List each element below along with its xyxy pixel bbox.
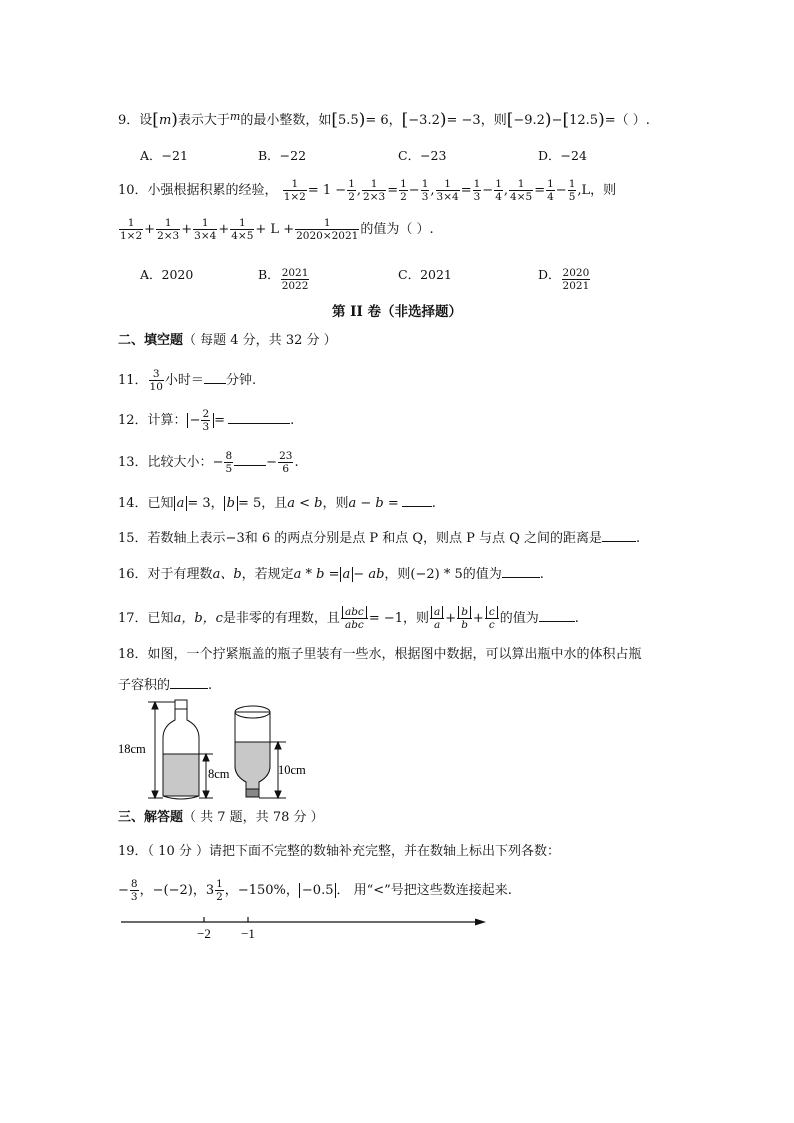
numerator: 8 <box>130 878 138 890</box>
numerator: 3 <box>152 368 160 380</box>
denominator: 2×3 <box>363 191 386 203</box>
fraction <box>421 178 430 203</box>
q12-number: 12． <box>118 413 148 428</box>
q19-text: 请把下面不完整的数轴补充完整，并在数轴上标出下列各数： <box>209 844 561 859</box>
answer-blank[interactable] <box>602 529 636 542</box>
q13-text: 比较大小： <box>147 455 213 470</box>
q14-text: . <box>431 496 436 511</box>
fraction <box>283 178 307 203</box>
separator: ， <box>192 883 206 898</box>
denominator: 4×5 <box>510 191 533 203</box>
question-16 <box>118 565 544 585</box>
section-info: （ 共 7 题，共 78 分 ） <box>183 810 324 825</box>
section-3-header <box>118 808 324 828</box>
numerator: 1 <box>517 178 525 190</box>
q10-text: = <box>460 183 472 198</box>
fraction <box>473 178 482 203</box>
q14-number: 14． <box>118 496 148 511</box>
sign: − <box>118 883 129 898</box>
q10-text: − <box>555 183 567 198</box>
q9-value: 12.5 <box>569 113 599 128</box>
q9-value: = 6， <box>365 113 402 128</box>
q14-text: ，则 <box>322 496 349 511</box>
abs-abc: abc <box>342 606 367 618</box>
q17-vars: a，b，c <box>173 611 223 626</box>
q10-text: = <box>387 183 399 198</box>
number-line <box>118 912 490 946</box>
abs-b: b <box>458 606 471 618</box>
q10-text: , <box>503 183 509 198</box>
question-19-line-1 <box>118 842 560 862</box>
q14-text: = 5，且 <box>237 496 288 511</box>
fraction <box>201 408 210 433</box>
fraction <box>230 217 254 242</box>
numerator: 1 <box>201 217 209 229</box>
answer-blank[interactable] <box>539 609 575 622</box>
label-air: 10cm <box>278 763 306 777</box>
denominator: 2 <box>400 191 407 203</box>
question-18-line-1 <box>118 645 642 665</box>
q19-score: （ 10 分 ） <box>147 844 209 859</box>
q9-value: = −3，则 <box>446 113 507 128</box>
answer-blank[interactable] <box>402 494 432 507</box>
bottle-figure <box>118 696 318 804</box>
part-2-title: 第 II 卷（非选择题） <box>331 304 463 320</box>
abs-a: a <box>431 606 443 618</box>
separator: ， <box>224 883 238 898</box>
question-10-line-1 <box>118 178 616 203</box>
fraction <box>278 450 293 475</box>
abs-c: c <box>486 606 498 618</box>
q10-text: = <box>534 183 546 198</box>
answer-blank[interactable] <box>502 565 540 578</box>
fraction <box>430 606 444 631</box>
q9-option-d: D．−24 <box>538 148 587 163</box>
q19-number: 19． <box>118 844 148 859</box>
answer-blank[interactable] <box>170 676 208 689</box>
denominator: 3 <box>130 891 138 903</box>
var-b: b <box>461 619 468 631</box>
q9-value: 5.5 <box>338 113 359 128</box>
q10-text: , <box>356 183 362 198</box>
question-12 <box>118 408 294 433</box>
plus: + <box>472 611 484 626</box>
q9-number: 9． <box>118 113 140 128</box>
bottle-cap <box>246 789 259 797</box>
q9-value: =（ ）. <box>604 113 650 128</box>
q9-text: 的最小整数，如 <box>240 113 332 128</box>
separator: ， <box>285 883 299 898</box>
q17-text: . <box>574 611 579 626</box>
q10-text: − <box>408 183 420 198</box>
tick-label: −2 <box>197 926 211 941</box>
q10-option-d <box>538 265 591 292</box>
q9-value: − <box>551 113 563 128</box>
question-18-line-2 <box>118 676 212 696</box>
q17-text: = −1，则 <box>368 611 430 626</box>
q18-number: 18． <box>118 647 148 662</box>
absolute-value <box>174 496 188 511</box>
var-a: a <box>434 619 441 631</box>
q10-text: 小强根据积累的经验， <box>147 183 278 198</box>
q12-text: . <box>290 413 295 428</box>
denominator: 3×4 <box>194 230 217 242</box>
answer-blank[interactable] <box>204 371 226 384</box>
var-a: a <box>342 567 351 582</box>
bracket: ) <box>598 110 605 130</box>
denominator: 5 <box>225 463 233 475</box>
q10-option-a: A．2020 <box>140 267 194 282</box>
question-10-line-2 <box>118 217 434 242</box>
upright-bottle <box>163 700 199 799</box>
q10-option-c: C．2021 <box>398 267 452 282</box>
bracket: [ <box>506 110 514 130</box>
fraction <box>156 217 180 242</box>
denominator: 2020×2021 <box>296 230 359 242</box>
numerator: 1 <box>473 178 481 190</box>
q10-text: + <box>144 222 156 237</box>
sign: − <box>301 883 313 898</box>
denominator: 1×2 <box>120 230 143 242</box>
q17-text: 的值为 <box>499 611 539 626</box>
fraction <box>362 178 386 203</box>
sign: − <box>189 413 201 428</box>
fraction <box>193 217 217 242</box>
q10-text: + L + <box>255 222 295 237</box>
denominator <box>341 618 368 631</box>
label-total: 18cm <box>118 742 146 756</box>
q14-text: = 3， <box>187 496 224 511</box>
absolute-value <box>224 496 238 511</box>
fraction <box>457 606 472 631</box>
var-m: m <box>229 110 241 123</box>
var-b: b <box>226 496 235 511</box>
separator: ， <box>139 883 153 898</box>
q12-text: = <box>214 413 226 428</box>
bracket: ) <box>171 110 178 130</box>
number: −(−2) <box>152 883 193 898</box>
abc: abc <box>344 619 364 631</box>
denominator: 4 <box>547 191 554 203</box>
bracket: [ <box>331 110 339 130</box>
question-14 <box>118 494 436 514</box>
numerator: 1 <box>291 178 299 190</box>
q11-number: 11． <box>118 373 148 388</box>
q16-text: 的值为 <box>462 567 502 582</box>
q15-text: 若数轴上表示−3和 6 的两点分别是点 P 和点 Q，则点 P 与点 Q 之间的距离是 <box>147 531 602 546</box>
numerator: 1 <box>568 178 576 190</box>
question-19-line-2 <box>118 878 512 903</box>
q16-text: . <box>539 567 544 582</box>
q9-value: −9.2 <box>513 113 545 128</box>
bracket: [ <box>562 110 570 130</box>
denominator: 3 <box>421 191 429 203</box>
bracket: ) <box>544 110 552 130</box>
bracket: ) <box>358 110 366 130</box>
q10-text: + <box>181 222 193 237</box>
numerator <box>430 606 444 618</box>
q10-text: + <box>218 222 230 237</box>
var-m: m <box>158 113 172 128</box>
inverted-bottle <box>235 706 270 797</box>
section-label: 二、填空题 <box>118 333 184 348</box>
fraction <box>215 878 224 903</box>
q12-text: 计算： <box>147 413 187 428</box>
numerator: 2021 <box>281 267 309 279</box>
denominator: 2022 <box>281 280 309 292</box>
q10-option-b <box>258 265 310 292</box>
numerator: 23 <box>279 450 293 462</box>
fraction <box>568 178 577 203</box>
section-label: 三、解答题 <box>118 810 184 825</box>
q10-number: 10． <box>118 183 148 198</box>
denominator: 2 <box>348 191 355 203</box>
q18-text: . <box>208 678 213 693</box>
q16-expression: (−2) * 5 <box>410 567 463 582</box>
bracket: [ <box>401 110 409 130</box>
fraction <box>347 178 356 203</box>
plus: + <box>445 611 457 626</box>
denominator: 2021 <box>562 280 590 292</box>
denominator <box>485 618 499 631</box>
sign: − <box>266 455 278 470</box>
section-info: （ 每题 4 分，共 32 分 ） <box>183 333 337 348</box>
numerator: 1 <box>323 217 331 229</box>
q16-number: 16． <box>118 567 148 582</box>
denominator <box>457 618 472 631</box>
question-17 <box>118 606 579 631</box>
denominator: 4 <box>495 191 502 203</box>
fraction <box>119 217 143 242</box>
q16-definition: a * b = <box>293 567 340 582</box>
numerator: 1 <box>444 178 451 190</box>
label-water: 8cm <box>208 767 230 781</box>
denominator: 5 <box>568 191 576 203</box>
number: 3 <box>205 883 215 898</box>
water <box>235 742 270 789</box>
numerator: 1 <box>238 217 246 229</box>
q16-vars: a、b <box>212 567 242 582</box>
denominator: 10 <box>149 381 163 393</box>
number: 0.5 <box>312 883 334 898</box>
fraction <box>562 267 591 292</box>
q9-value: −3.2 <box>408 113 440 128</box>
q18-text: 如图，一个拧紧瓶盖的瓶子里装有一些水，根据图中数据，可以算出瓶中水的体积占瓶 <box>147 647 642 662</box>
absolute-value <box>187 408 215 433</box>
q9-text: 表示大于 <box>177 113 230 128</box>
fraction <box>295 217 359 242</box>
q10-text: 的值为（ ）. <box>360 222 434 237</box>
numerator: 1 <box>400 178 407 190</box>
fraction <box>281 267 310 292</box>
question-9 <box>118 107 650 131</box>
question-13 <box>118 450 299 475</box>
bracket: [ <box>152 110 159 130</box>
fraction <box>341 606 368 631</box>
q18-text: 子容积的 <box>118 678 171 693</box>
numerator: 2020 <box>562 267 590 279</box>
q10-text: = 1 − <box>307 183 347 198</box>
q10-text: L <box>581 183 591 198</box>
fraction <box>224 450 233 475</box>
numerator <box>485 606 499 618</box>
q17-number: 17． <box>118 611 148 626</box>
q10-text: , <box>430 183 435 198</box>
axis-arrow-icon <box>475 919 486 926</box>
q14-expression: a − b = <box>348 496 399 511</box>
q16-text: ，若规定 <box>241 567 294 582</box>
denominator: 4×5 <box>231 230 254 242</box>
q13-number: 13． <box>118 455 148 470</box>
numerator: 2 <box>202 408 210 420</box>
q14-condition: a < b <box>287 496 323 511</box>
fraction <box>436 178 460 203</box>
fraction <box>494 178 503 203</box>
q15-text: . <box>635 531 641 546</box>
q10-text: , <box>577 183 582 198</box>
q9-text: 设 <box>139 113 153 128</box>
number: −150% <box>237 883 286 898</box>
q9-option-c: C．−23 <box>398 148 447 163</box>
numerator: 1 <box>547 178 554 190</box>
numerator <box>341 606 368 618</box>
numerator: 1 <box>370 178 378 190</box>
denominator: 2×3 <box>157 230 180 242</box>
fraction <box>509 178 533 203</box>
fraction <box>130 878 139 903</box>
q17-text: 已知 <box>147 611 174 626</box>
numerator: 1 <box>421 178 429 190</box>
section-2-header <box>118 331 337 351</box>
answer-blank[interactable] <box>228 411 290 424</box>
numerator: 1 <box>495 178 502 190</box>
fraction <box>546 178 555 203</box>
numerator: 1 <box>164 217 172 229</box>
numerator: 1 <box>348 178 355 190</box>
q19-text: ． 用“<”号把这些数连接起来. <box>336 883 512 898</box>
numerator: 1 <box>127 217 135 229</box>
fraction <box>149 368 164 393</box>
q11-text: 分钟. <box>225 373 257 388</box>
bottle-cap <box>175 700 187 709</box>
numerator <box>457 606 472 618</box>
q15-number: 15． <box>118 531 148 546</box>
q17-text: 是非零的有理数，且 <box>222 611 340 626</box>
numerator: 1 <box>216 878 223 890</box>
numerator: 8 <box>225 450 233 462</box>
sign: − <box>212 455 224 470</box>
fraction <box>399 178 408 203</box>
q16-definition: − ab <box>353 567 385 582</box>
denominator: 3×4 <box>436 191 459 203</box>
bracket: ) <box>439 110 447 130</box>
var-a: a <box>176 496 185 511</box>
denominator <box>430 618 444 631</box>
question-15 <box>118 529 640 549</box>
var-c: c <box>488 619 495 631</box>
denominator: 3 <box>202 421 210 433</box>
q10-text: − <box>482 183 494 198</box>
fraction <box>485 606 499 631</box>
denominator: 1×2 <box>283 191 306 203</box>
q14-text: 已知 <box>147 496 174 511</box>
q9-option-a: A．−21 <box>140 148 188 163</box>
q10-text: ，则 <box>590 183 617 198</box>
option-label: D． <box>538 267 561 282</box>
answer-blank[interactable] <box>234 453 266 466</box>
water <box>163 754 199 796</box>
absolute-value <box>340 567 354 582</box>
q13-text: . <box>294 455 299 470</box>
denominator: 2 <box>216 891 223 903</box>
option-label: B． <box>258 267 280 282</box>
q11-text: 小时＝ <box>164 373 204 388</box>
absolute-value <box>299 883 337 898</box>
tick-label: −1 <box>241 926 255 941</box>
q16-text: ，则 <box>384 567 411 582</box>
q16-text: 对于有理数 <box>147 567 213 582</box>
denominator: 6 <box>278 462 293 475</box>
denominator: 3 <box>473 191 481 203</box>
question-11 <box>118 368 256 393</box>
q9-option-b: B．−22 <box>258 148 307 163</box>
